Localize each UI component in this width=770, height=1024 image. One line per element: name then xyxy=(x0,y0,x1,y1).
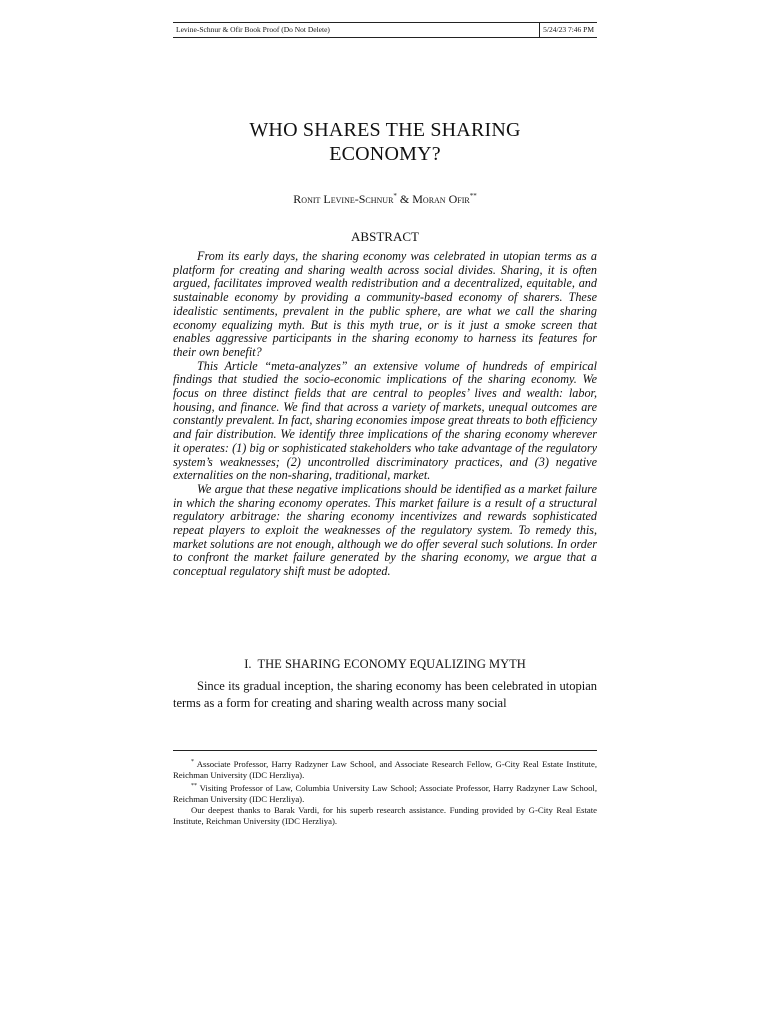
footnote-2 xyxy=(173,781,597,805)
author-1-footnote-mark: * xyxy=(393,192,397,200)
footnote-1-mark: * xyxy=(191,759,194,765)
footnote-1 xyxy=(173,757,597,781)
footnote-divider xyxy=(173,750,597,751)
abstract-paragraph-3: We argue that these negative implications should be identified as a market failure in which the sharing economy operates. This market failure is a result of a structural regulatory arbitrage: the sharing economy incentivizes and rewards sophisticated repeat players to exploit the weaknesses of the regulatory system. To remedy this, market solutions are not enough, although we do offer several such solutions. In order to confront the market failure generated by the sharing economy, we argue that a conceptual regulatory shift must be adopted. xyxy=(173,481,597,579)
footnote-2-mark: ** xyxy=(191,782,197,789)
author-line xyxy=(173,188,597,207)
header-left-text: Levine-Schnur & Ofir Book Proof (Do Not Delete) xyxy=(176,25,330,34)
section-heading: I. THE SHARING ECONOMY EQUALIZING MYTH xyxy=(244,657,526,671)
author-1-name: Ronit Levine-Schnur xyxy=(293,192,394,206)
body-paragraph: Since its gradual inception, the sharing economy has been celebrated in utopian terms as a form for creating and sharing wealth across many social xyxy=(173,679,597,710)
author-2-footnote-mark: ** xyxy=(469,192,477,200)
footnote-3-text: Our deepest thanks to Barak Vardi, for his superb research assistance. Funding provided by G-City Real Estate Institute, Reichman University (IDC Herzliya). xyxy=(173,804,597,826)
title-line-2: ECONOMY? xyxy=(329,143,441,165)
running-header xyxy=(173,22,597,38)
author-separator: & xyxy=(396,192,413,206)
abstract-heading: ABSTRACT xyxy=(351,229,419,244)
abstract-body xyxy=(173,250,597,579)
footnote-1-text: Associate Professor, Harry Radzyner Law School, and Associate Research Fellow, G-City Real Estate Institute, Reichman University (IDC Herzliya). xyxy=(173,758,597,780)
section-body xyxy=(173,678,597,712)
author-2-name: Moran Ofir xyxy=(412,192,470,206)
abstract-paragraph-2: This Article “meta-analyzes” an extensive volume of hundreds of empirical findings that studied the socio-economic implications of the sharing economy. We focus on three distinct fields that are central to peoples’ lives and wealth: labor, housing, and finance. We find that across a variety of markets, unequal outcomes are constantly prevalent. In fact, sharing economies impose great threats to both efficiency and fair distribution. We identify three implications of the sharing economy wherever it operates: (1) big or sophisticated stakeholders who take advantage of the regulatory system’s weaknesses; (2) uncontrolled discriminatory practices, and (3) negative externalities on the non-sharing, traditional, market. xyxy=(173,358,597,483)
footnote-2-text: Visiting Professor of Law, Columbia University Law School; Associate Professor, Harry Radzyner Law School, Reichman University (IDC Herzliya). xyxy=(173,782,597,804)
footnote-3 xyxy=(173,805,597,827)
title-line-1: WHO SHARES THE SHARING xyxy=(249,119,521,141)
article-title xyxy=(173,118,597,166)
abstract-paragraph-1: From its early days, the sharing economy was celebrated in utopian terms as a platform for creating and sharing wealth across social divides. Sharing, it is often argued, facilitates improved wealth redistribution and a decentralized, equitable, and sustainable economy by providing a community-based economy of sharers. These idealistic sentiments, prevalent in the public sphere, are what we call the sharing economy equalizing myth. But is this myth true, or is it just a smoke screen that enables aggressive participants in the sharing economy to harness its features for their own benefit? xyxy=(173,249,597,359)
footnotes xyxy=(173,757,597,827)
header-right-text: 5/24/23 7:46 PM xyxy=(539,23,597,37)
